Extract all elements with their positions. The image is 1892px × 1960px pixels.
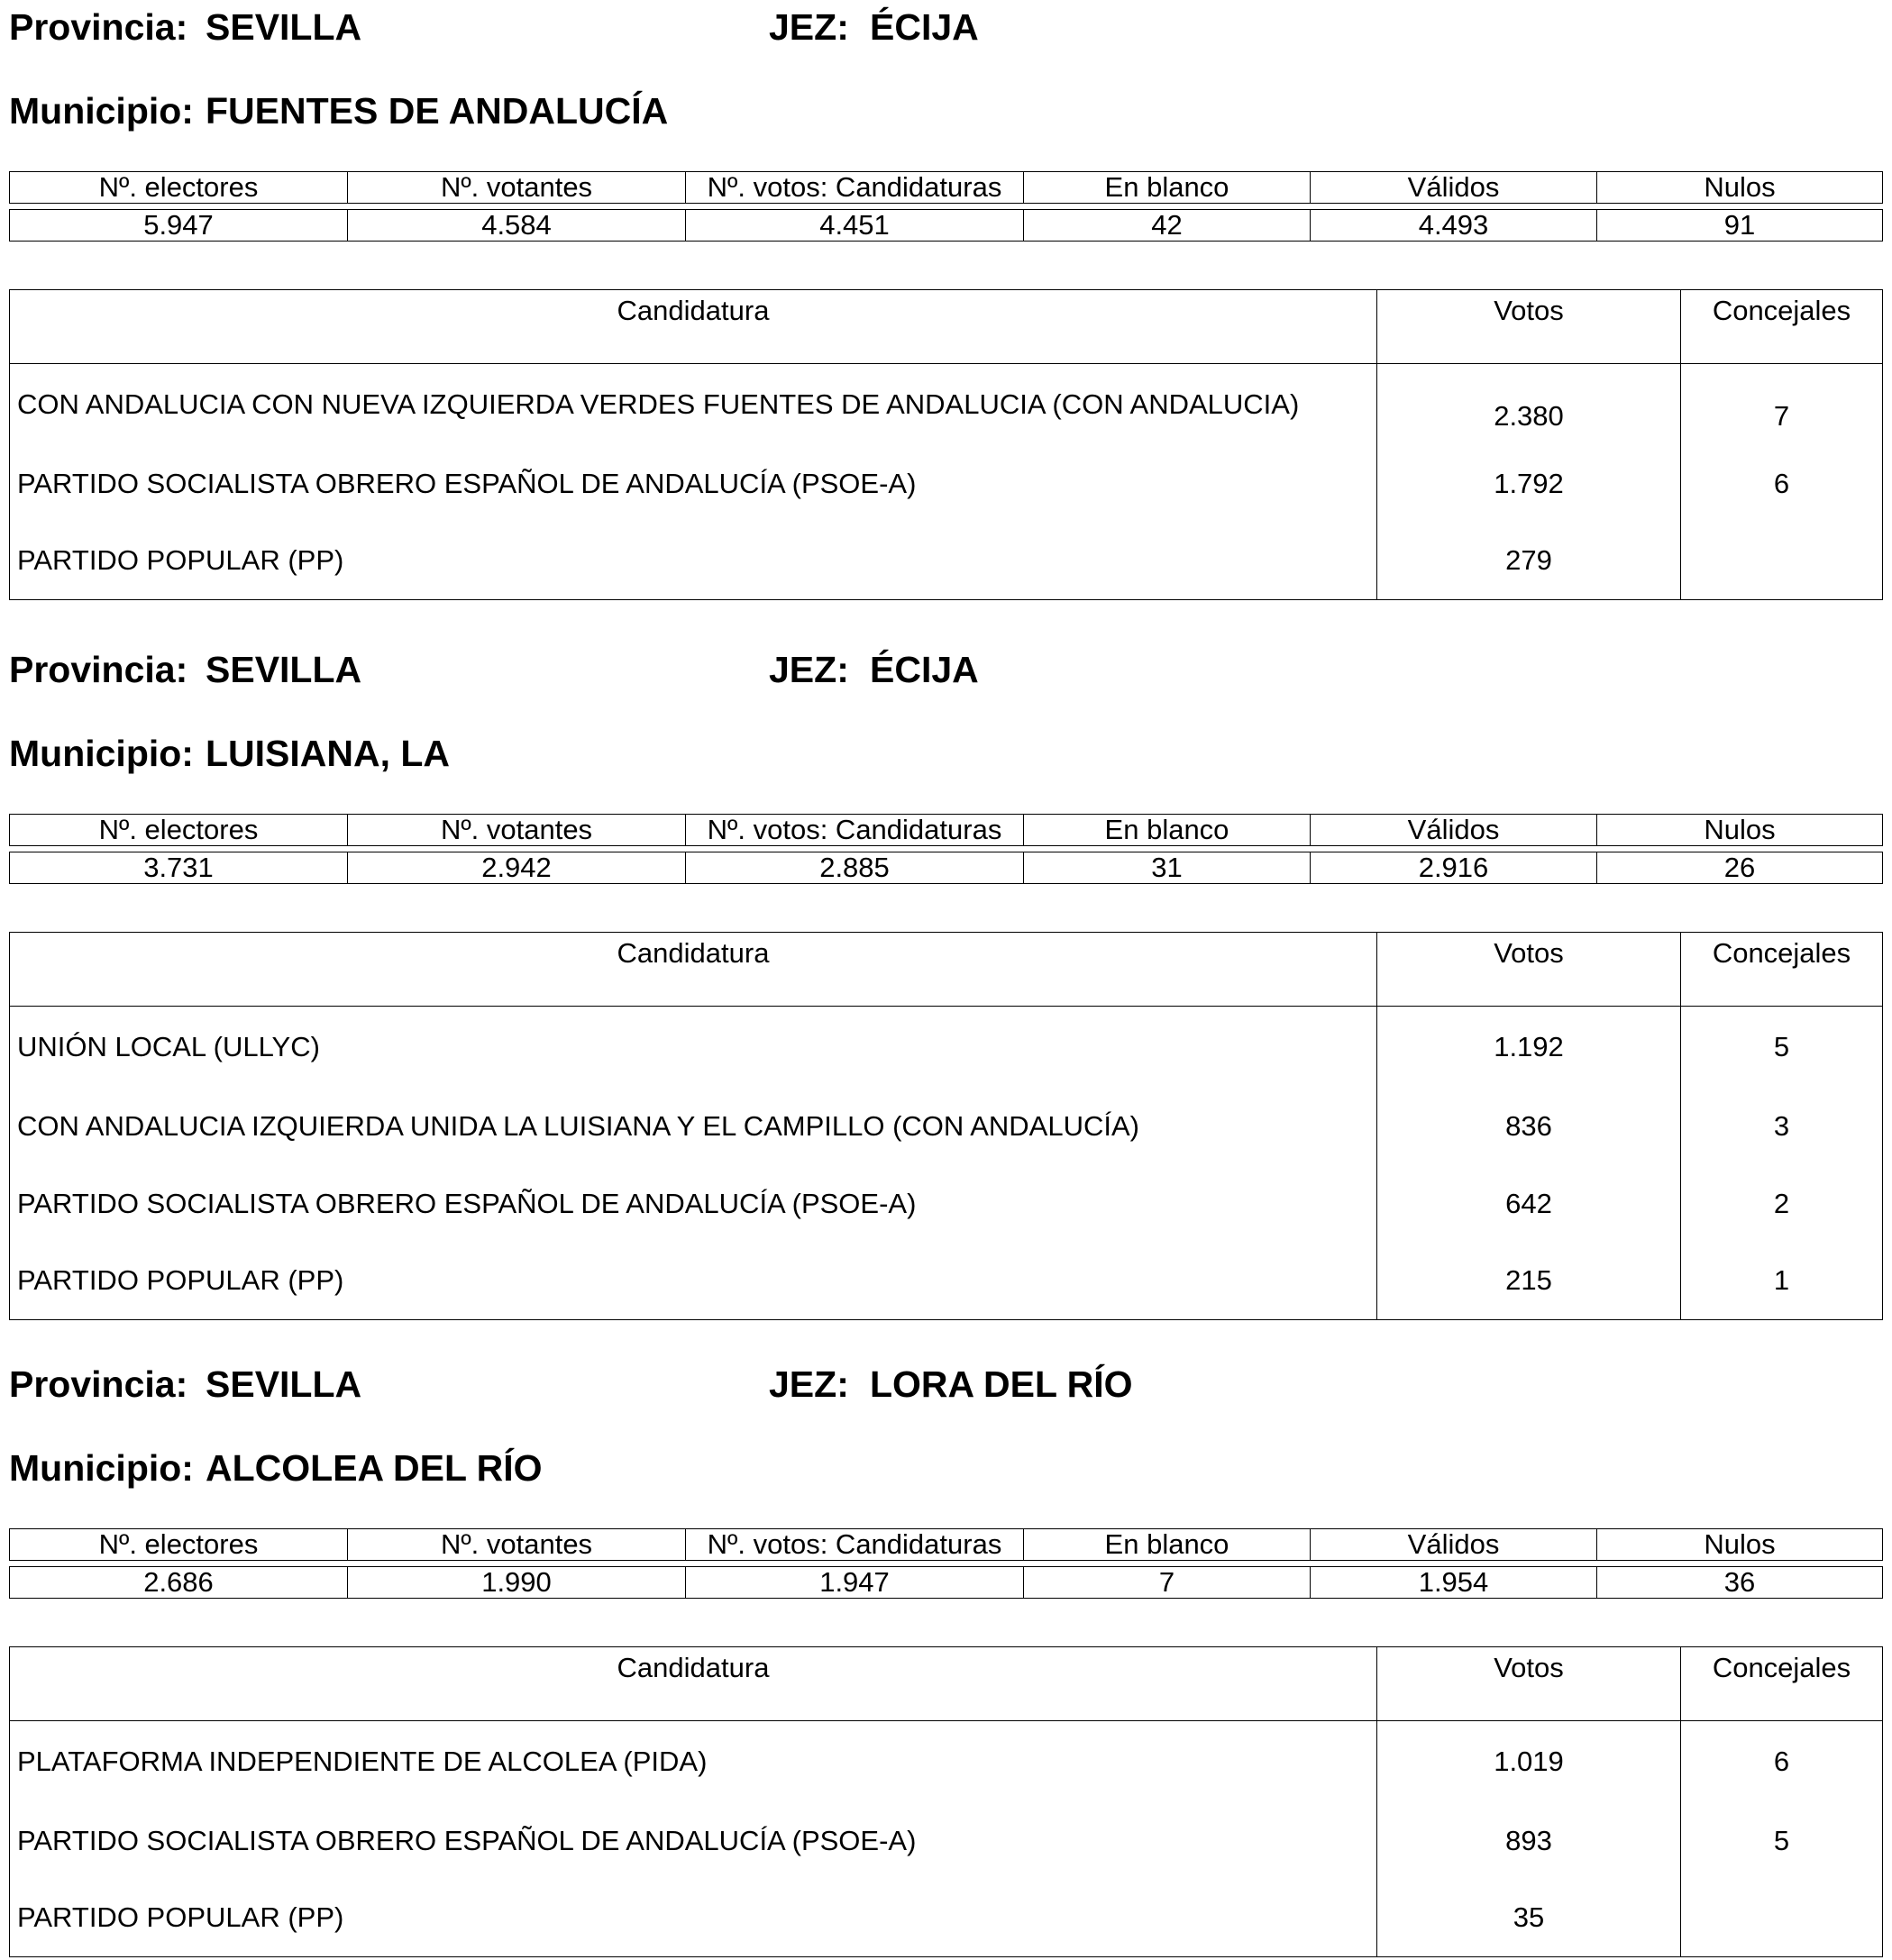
candidatures-table xyxy=(9,932,1883,1320)
municipio-label: Municipio: xyxy=(9,90,194,132)
jez-label: JEZ: xyxy=(769,649,849,690)
provincia-label: Provincia: xyxy=(9,1363,188,1405)
candidate-name: PARTIDO POPULAR (PP) xyxy=(10,1243,1377,1320)
candidate-votes: 279 xyxy=(1377,523,1681,600)
candidate-votes: 1.019 xyxy=(1377,1721,1681,1802)
summary-value-cell: 1.954 xyxy=(1311,1567,1597,1599)
summary-header-cell: Nº. electores xyxy=(10,1529,348,1561)
summary-header-row xyxy=(10,172,1883,204)
candidate-votes: 35 xyxy=(1377,1880,1681,1957)
candidate-seats: 5 xyxy=(1681,1007,1883,1088)
summary-value-cell: 26 xyxy=(1597,852,1883,884)
summary-value-row xyxy=(10,210,1883,242)
concejales-header: Concejales xyxy=(1681,933,1883,1007)
summary-header-cell: Nulos xyxy=(1597,1529,1883,1561)
jez-label: JEZ: xyxy=(769,6,849,48)
municipio-value: LUISIANA, LA xyxy=(206,733,451,774)
municipio-value: FUENTES DE ANDALUCÍA xyxy=(206,90,669,132)
candidate-votes: 2.380 xyxy=(1377,364,1681,445)
summary-header-row xyxy=(10,815,1883,846)
candidate-name: PLATAFORMA INDEPENDIENTE DE ALCOLEA (PIDA) xyxy=(10,1721,1377,1802)
summary-value-row xyxy=(10,1567,1883,1599)
summary-header-cell: Nº. votantes xyxy=(348,172,686,204)
summary-value-cell: 42 xyxy=(1024,210,1311,242)
candidate-votes: 1.192 xyxy=(1377,1007,1681,1088)
provincia-label: Provincia: xyxy=(9,6,188,48)
summary-header-cell: Nº. votos: Candidaturas xyxy=(686,1529,1024,1561)
summary-value-cell: 3.731 xyxy=(10,852,348,884)
candidate-votes: 836 xyxy=(1377,1088,1681,1165)
municipio-label: Municipio: xyxy=(9,733,194,774)
summary-value-cell: 4.493 xyxy=(1311,210,1597,242)
summary-value-cell: 2.885 xyxy=(686,852,1024,884)
provincia-value: SEVILLA xyxy=(206,1363,362,1405)
candidatura-header: Candidatura xyxy=(10,933,1377,1007)
candidatures-table xyxy=(9,1646,1883,1957)
summary-value-cell: 1.990 xyxy=(348,1567,686,1599)
candidate-name: PARTIDO POPULAR (PP) xyxy=(10,1880,1377,1957)
candidate-seats: 6 xyxy=(1681,1721,1883,1802)
votos-header: Votos xyxy=(1377,933,1681,1007)
candidate-seats: 5 xyxy=(1681,1802,1883,1880)
summary-value-cell: 2.686 xyxy=(10,1567,348,1599)
candidatures-header-row xyxy=(10,1647,1883,1721)
candidatures-header-row xyxy=(10,933,1883,1007)
summary-header-cell: Nº. votos: Candidaturas xyxy=(686,172,1024,204)
candidate-seats xyxy=(1681,523,1883,600)
provincia-label: Provincia: xyxy=(9,649,188,690)
summary-header-cell: Nº. votos: Candidaturas xyxy=(686,815,1024,846)
summary-header-cell: Nulos xyxy=(1597,172,1883,204)
summary-header-cell: Válidos xyxy=(1311,815,1597,846)
candidatura-header: Candidatura xyxy=(10,1647,1377,1721)
candidate-seats: 2 xyxy=(1681,1165,1883,1243)
candidate-seats xyxy=(1681,1880,1883,1957)
table-row xyxy=(10,364,1883,445)
candidate-votes: 1.792 xyxy=(1377,445,1681,523)
summary-value-cell: 91 xyxy=(1597,210,1883,242)
summary-value-cell: 2.942 xyxy=(348,852,686,884)
provincia-value: SEVILLA xyxy=(206,649,362,690)
candidate-seats: 7 xyxy=(1681,364,1883,445)
table-row xyxy=(10,1088,1883,1165)
concejales-header: Concejales xyxy=(1681,290,1883,364)
candidate-votes: 642 xyxy=(1377,1165,1681,1243)
summary-header-cell: En blanco xyxy=(1024,172,1311,204)
concejales-header: Concejales xyxy=(1681,1647,1883,1721)
table-row xyxy=(10,1243,1883,1320)
summary-value-cell: 5.947 xyxy=(10,210,348,242)
candidate-name: PARTIDO SOCIALISTA OBRERO ESPAÑOL DE ANDALUCÍA (PSOE-A) xyxy=(10,445,1377,523)
candidate-seats: 6 xyxy=(1681,445,1883,523)
summary-table xyxy=(9,1528,1883,1599)
candidate-name: PARTIDO SOCIALISTA OBRERO ESPAÑOL DE ANDALUCÍA (PSOE-A) xyxy=(10,1165,1377,1243)
summary-value-cell: 36 xyxy=(1597,1567,1883,1599)
candidatura-header: Candidatura xyxy=(10,290,1377,364)
summary-value-cell: 4.451 xyxy=(686,210,1024,242)
table-row xyxy=(10,1880,1883,1957)
municipio-value: ALCOLEA DEL RÍO xyxy=(206,1447,543,1489)
summary-table xyxy=(9,171,1883,242)
provincia-value: SEVILLA xyxy=(206,6,362,48)
summary-header-cell: En blanco xyxy=(1024,1529,1311,1561)
summary-value-cell: 1.947 xyxy=(686,1567,1024,1599)
candidatures-header-row xyxy=(10,290,1883,364)
summary-value-cell: 4.584 xyxy=(348,210,686,242)
candidate-votes: 893 xyxy=(1377,1802,1681,1880)
candidate-name: CON ANDALUCIA IZQUIERDA UNIDA LA LUISIANA Y EL CAMPILLO (CON ANDALUCÍA) xyxy=(10,1088,1377,1165)
jez-value: ÉCIJA xyxy=(870,649,979,690)
summary-header-cell: Nulos xyxy=(1597,815,1883,846)
summary-value-row xyxy=(10,852,1883,884)
summary-header-cell: Nº. electores xyxy=(10,815,348,846)
summary-value-cell: 7 xyxy=(1024,1567,1311,1599)
summary-header-cell: Válidos xyxy=(1311,1529,1597,1561)
summary-header-cell: Nº. votantes xyxy=(348,815,686,846)
jez-value: LORA DEL RÍO xyxy=(870,1363,1133,1405)
jez-value: ÉCIJA xyxy=(870,6,979,48)
votos-header: Votos xyxy=(1377,1647,1681,1721)
table-row xyxy=(10,1721,1883,1802)
table-row xyxy=(10,1165,1883,1243)
summary-header-cell: Nº. votantes xyxy=(348,1529,686,1561)
table-row xyxy=(10,1007,1883,1088)
summary-value-cell: 31 xyxy=(1024,852,1311,884)
candidate-seats: 3 xyxy=(1681,1088,1883,1165)
candidate-name: PARTIDO SOCIALISTA OBRERO ESPAÑOL DE ANDALUCÍA (PSOE-A) xyxy=(10,1802,1377,1880)
candidate-name: CON ANDALUCIA CON NUEVA IZQUIERDA VERDES FUENTES DE ANDALUCIA (CON ANDALUCIA) xyxy=(10,364,1377,445)
table-row xyxy=(10,1802,1883,1880)
candidate-name: PARTIDO POPULAR (PP) xyxy=(10,523,1377,600)
summary-header-row xyxy=(10,1529,1883,1561)
summary-header-cell: En blanco xyxy=(1024,815,1311,846)
summary-value-cell: 2.916 xyxy=(1311,852,1597,884)
summary-header-cell: Válidos xyxy=(1311,172,1597,204)
jez-label: JEZ: xyxy=(769,1363,849,1405)
summary-table xyxy=(9,814,1883,884)
summary-header-cell: Nº. electores xyxy=(10,172,348,204)
candidate-name: UNIÓN LOCAL (ULLYC) xyxy=(10,1007,1377,1088)
candidate-seats: 1 xyxy=(1681,1243,1883,1320)
candidate-votes: 215 xyxy=(1377,1243,1681,1320)
table-row xyxy=(10,445,1883,523)
votos-header: Votos xyxy=(1377,290,1681,364)
municipio-label: Municipio: xyxy=(9,1447,194,1489)
table-row xyxy=(10,523,1883,600)
candidatures-table xyxy=(9,289,1883,600)
